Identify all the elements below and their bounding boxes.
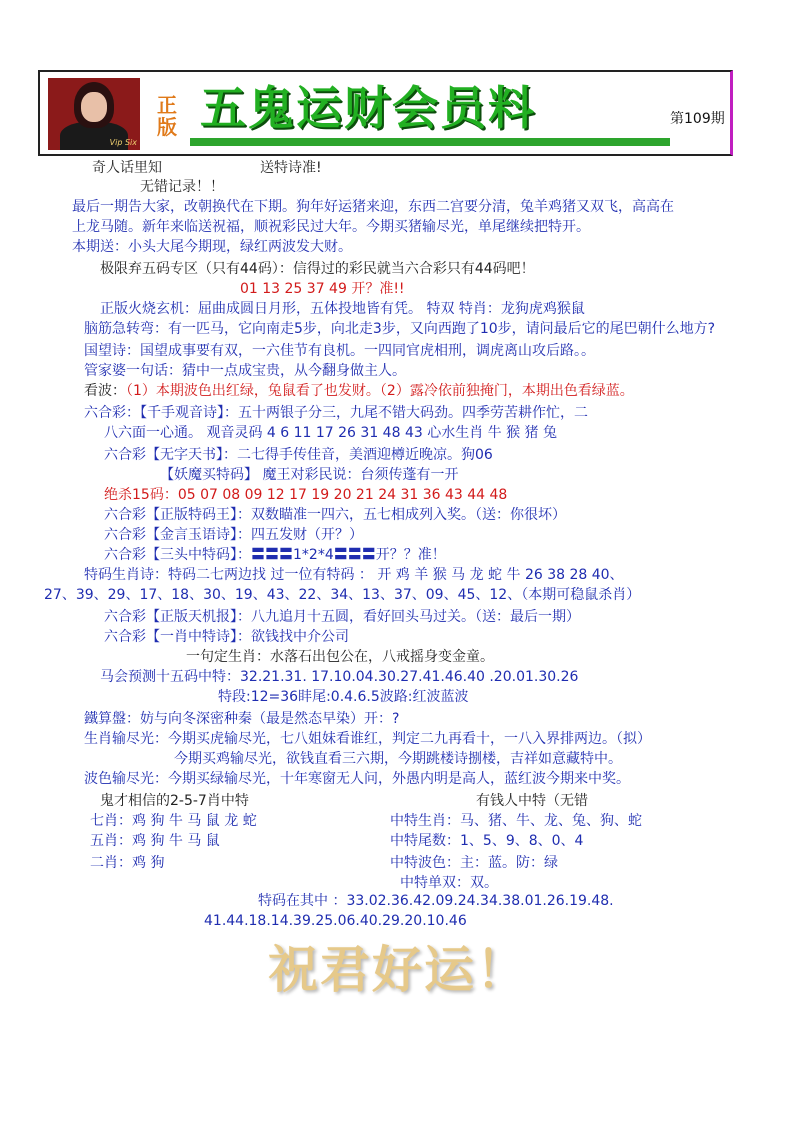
three-head-code: 六合彩【三头中特码】：〓〓〓1*2*4〓〓〓开？？准！ bbox=[104, 547, 446, 563]
winning-tails: 中特尾数：1、5、9、8、0、4 bbox=[390, 833, 584, 849]
horse-club-prediction: 马会预测十五码中特：32.21.31. 17.10.04.30.27.41.46.40 .20.01.30.26 bbox=[100, 669, 579, 685]
tianji-report: 六合彩【正版天机报】：八九追月十五圆，看好回头马过关。（送：最后一期） bbox=[104, 609, 580, 625]
one-zodiac-poem: 六合彩【一肖中特诗】：欲钱找中介公司 bbox=[104, 629, 349, 645]
guanyin-poem-1: 六合彩：【千手观音诗】：五十两银子分三，九尾不错大码劲。四季劳苦耕作忙，二 bbox=[84, 405, 588, 421]
photo-signature: Vip Six bbox=[109, 138, 137, 147]
this-issue-gift: 本期送：小头大尾今期现，绿红两波发大财。 bbox=[72, 239, 352, 255]
zodiac-poem-2: 27、39、29、17、18、30、19、43、22、34、13、37、09、45、12、（本期可稳鼠杀肖） bbox=[44, 587, 641, 603]
rich-people-title: 有钱人中特（无错 bbox=[476, 793, 588, 809]
seven-zodiacs: 七肖：鸡 狗 牛 马 鼠 龙 蛇 bbox=[90, 813, 257, 829]
winning-wave: 中特波色：主：蓝。防：绿 bbox=[390, 855, 558, 871]
zodiac-loss-2: 今期买鸡输尽光，欲钱直看三六期，今期跳楼诗捌楼，吉祥如意藏特中。 bbox=[174, 751, 622, 767]
special-codes-1: 特码在其中 ：33.02.36.42.09.24.34.38.01.26.19.48. bbox=[258, 893, 614, 909]
header-banner bbox=[38, 70, 733, 156]
wave-loss: 波色输尽光：今期买绿输尽光，十年寒窗无人问，外愚内明是高人，蓝红波今期来中奖。 bbox=[84, 771, 630, 787]
wave-color-line: 看波：（1）本期波色出红绿，兔鼠看了也发财。（2）露冷依前独掩门，本期出色看绿蓝。 bbox=[84, 383, 634, 399]
special-codes-2: 41.44.18.14.39.25.06.40.29.20.10.46 bbox=[204, 913, 467, 929]
brain-teaser: 脑筋急转弯：有一匹马，它向南走5步，向北走3步，又向西跑了10步，请问最后它的尾巴朝什么地方? bbox=[84, 321, 716, 337]
fire-riddle: 正版火烧玄机：屈曲成圆日月形，五体投地皆有凭。 特双 特肖：龙狗虎鸡猴鼠 bbox=[100, 301, 585, 317]
zodiac-poem-1: 特码生肖诗：特码二七两边找 过一位有特码 ： 开 鸡 羊 猴 马 龙 蛇 牛 26 38 28 40、 bbox=[84, 567, 624, 583]
guowang-poem: 国望诗：国望成事要有双，一六佳节有良机。一四同官虎相刑，调虎离山攻后路。。 bbox=[84, 343, 595, 359]
announcement-line-1: 最后一期告大家，改朝换代在下期。狗年好运猪来迎，东西二宫要分清，兔羊鸡猪又双飞，高高在 bbox=[72, 199, 674, 215]
two-zodiacs: 二肖：鸡 狗 bbox=[90, 855, 165, 871]
portrait-photo bbox=[48, 78, 140, 150]
announcement-line-2: 上龙马随。新年来临送祝福，顺祝彩民过大年。今期买猪输尽光，单尾继续把特开。 bbox=[72, 219, 590, 235]
banner-title: 五鬼运财会员料 bbox=[200, 81, 536, 135]
kill-five-codes: 01 13 25 37 49 开？准!! bbox=[240, 281, 405, 297]
five-zodiacs: 五肖：鸡 狗 牛 马 鼠 bbox=[90, 833, 220, 849]
good-luck-blessing: 祝君好运！ bbox=[268, 940, 528, 999]
demon-special-code: 【妖魔买特码】 魔王对彩民说：台须传蓬有一开 bbox=[160, 467, 459, 483]
housekeeper-quote: 管家婆一句话：猜中一点成宝贵，从今翻身做主人。 bbox=[84, 363, 406, 379]
golden-words-poem: 六合彩【金言玉语诗】：四五发财（开？） bbox=[104, 527, 363, 543]
intro-line: 奇人话里知 送特诗准! bbox=[92, 160, 322, 176]
winning-odd-even: 中特单双：双。 bbox=[400, 875, 498, 891]
green-underline bbox=[190, 138, 670, 146]
one-sentence-zodiac: 一句定生肖：水落石出包公在，八戒摇身变金童。 bbox=[186, 649, 494, 665]
winning-zodiacs: 中特生肖：马、猪、牛、龙、兔、狗、蛇 bbox=[390, 813, 642, 829]
iron-abacus: 鐵算盤：妨与向冬深密种秦（最是然态早染）开：? bbox=[84, 711, 400, 727]
guanyin-poem-2: 八六面一心通。 观音灵码 4 6 11 17 26 31 48 43 心水生肖 牛 猴 猪 兔 bbox=[104, 425, 558, 441]
kill-15-codes: 绝杀15码：05 07 08 09 12 17 19 20 21 24 31 36 43 44 48 bbox=[104, 487, 508, 503]
issue-number: 第109期 bbox=[670, 111, 725, 127]
no-error-record: 无错记录！！ bbox=[140, 179, 224, 195]
special-segment: 特段:12=36盽尾:0.4.6.5波路:红波蓝波 bbox=[218, 689, 469, 705]
authentic-badge: 正版 bbox=[157, 93, 177, 139]
special-code-king: 六合彩【正版特码王】：双数瞄准一四六，五七相成列入奖。（送：你很坏） bbox=[104, 507, 566, 523]
limit-44-codes: 极限弃五码专区（只有44码）：信得过的彩民就当六合彩只有44码吧！ bbox=[100, 261, 535, 277]
zodiac-loss-1: 生肖输尽光：今期买虎输尽光，七八姐妹看谁红，判定二九再看十，一八入界排两边。（拟） bbox=[84, 731, 651, 747]
wordless-book: 六合彩【无字天书】：二七得手传佳音，美酒迎樽近晚凉。狗06 bbox=[104, 447, 493, 463]
ghost-genius-title: 鬼才相信的2-5-7肖中特 bbox=[100, 793, 249, 809]
